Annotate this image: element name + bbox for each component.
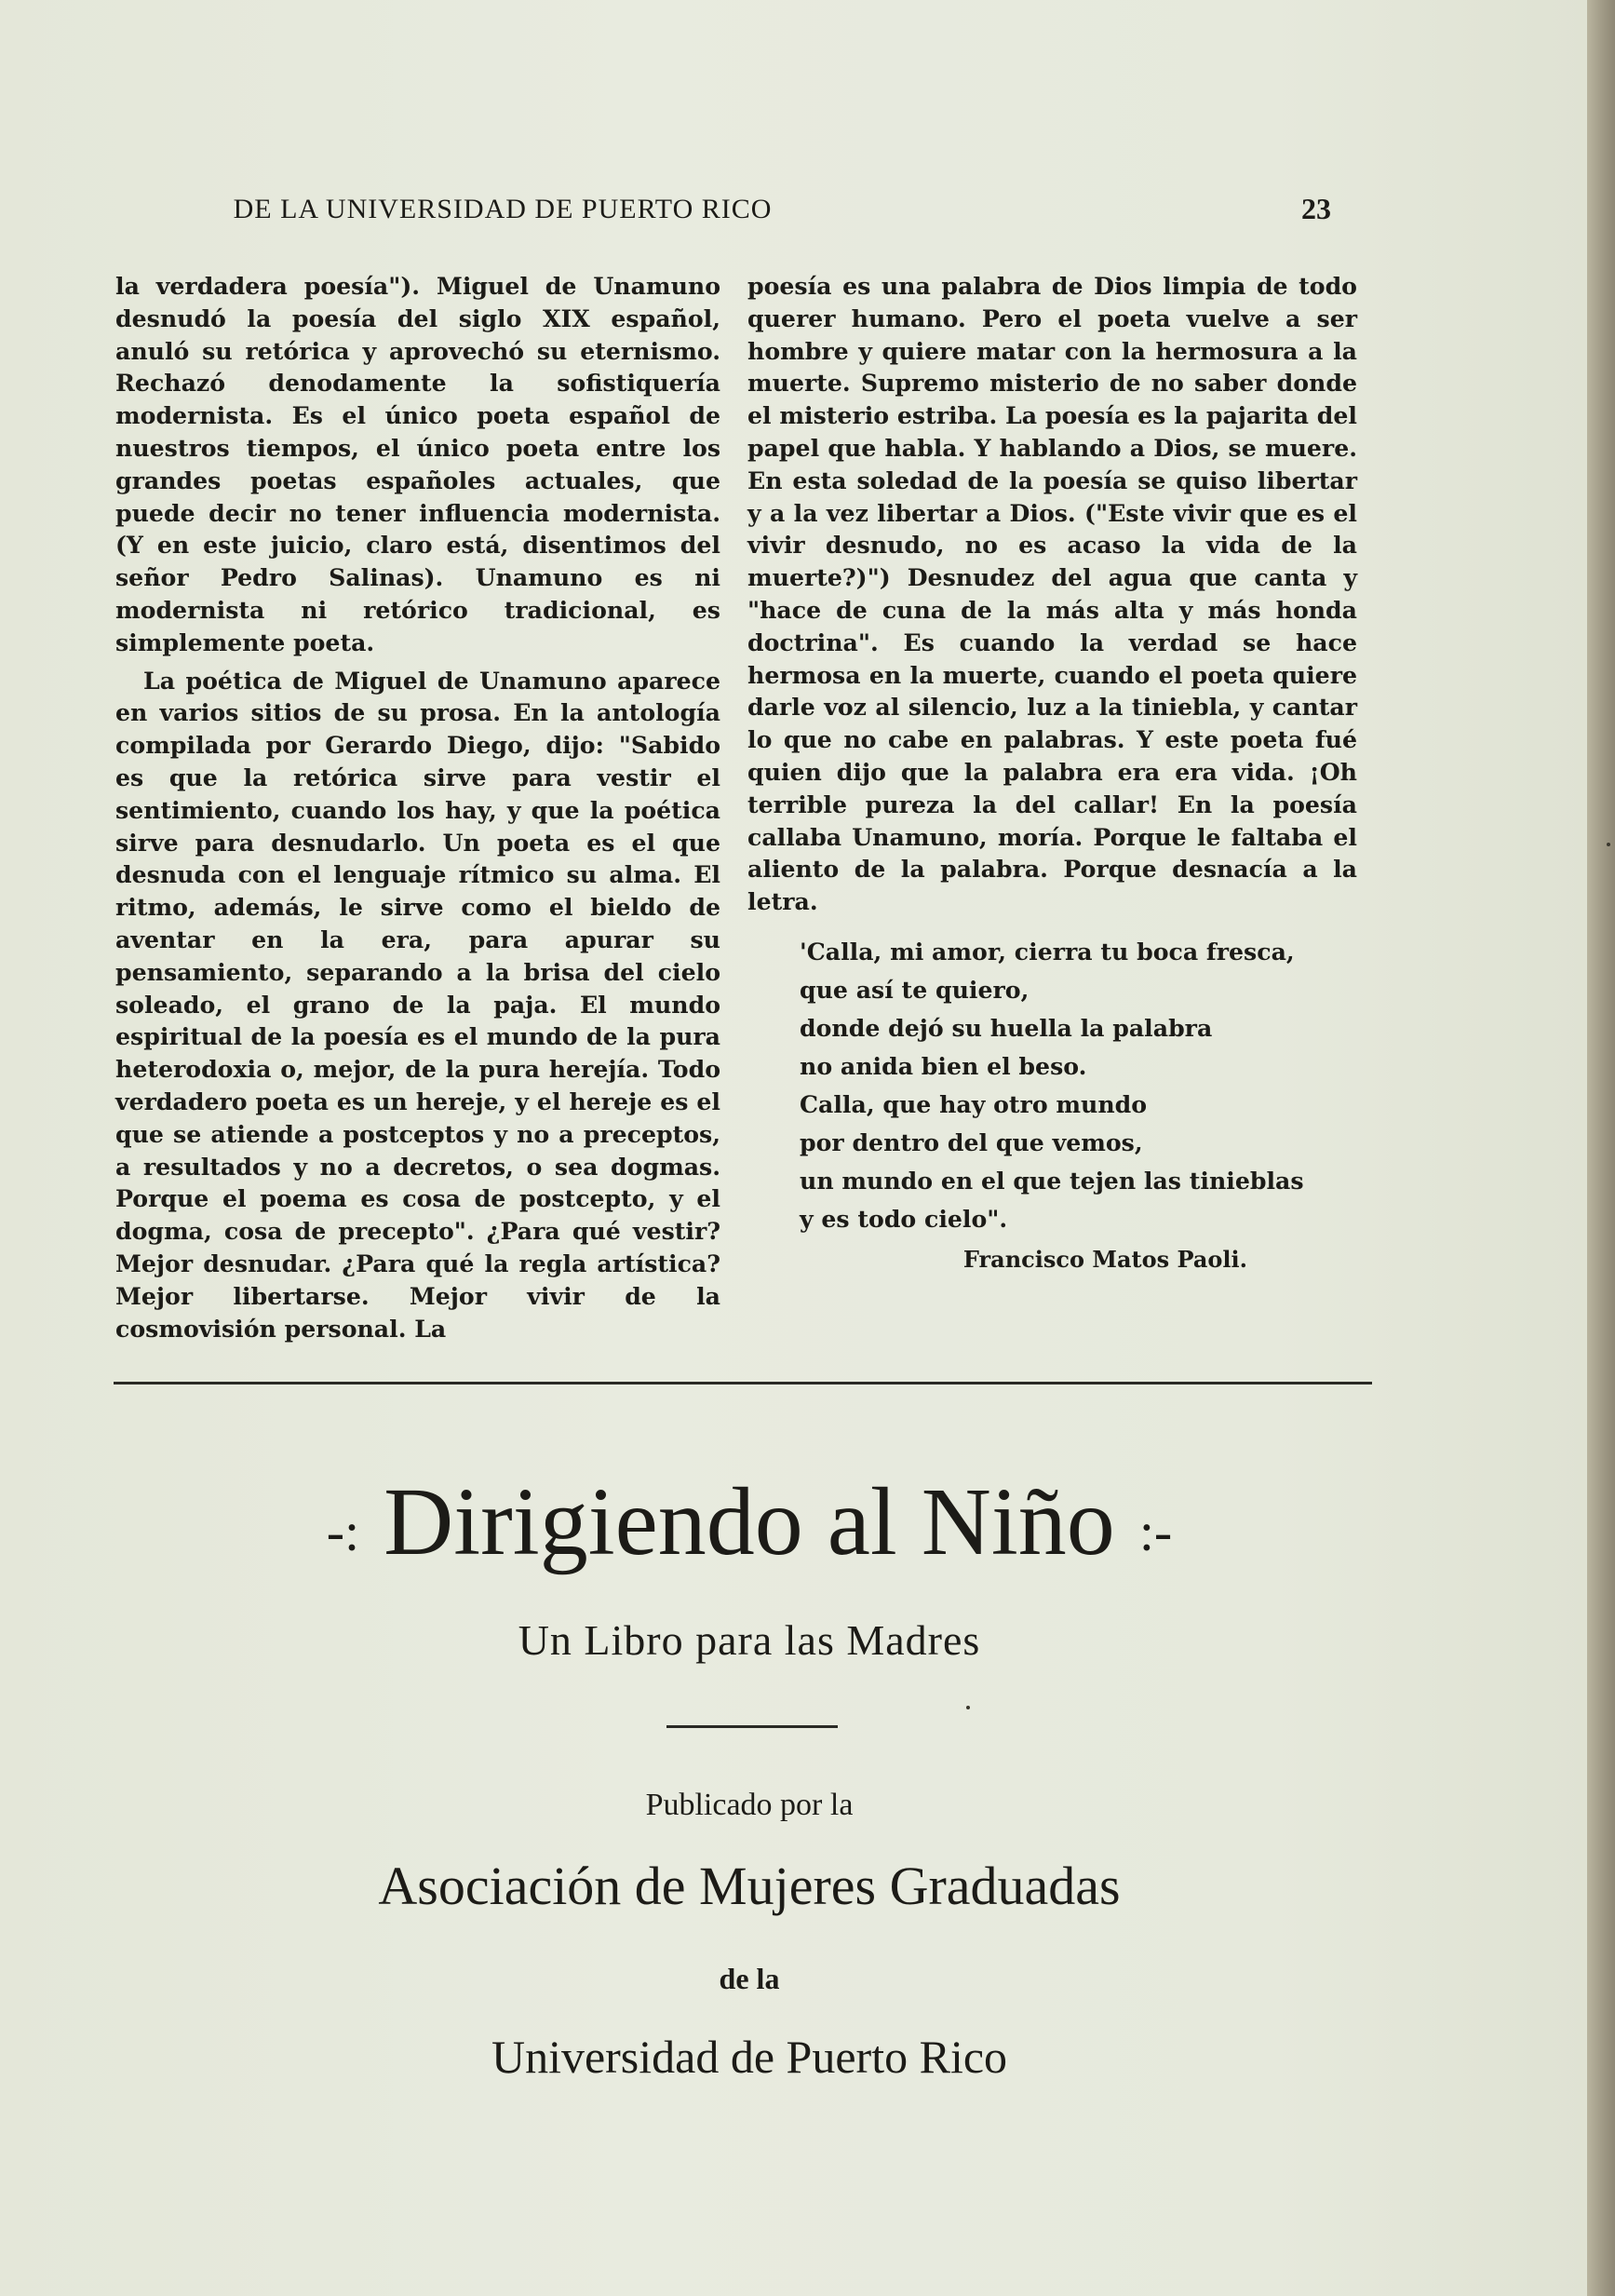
paragraph: la verdadera poesía"). Miguel de Unamuno desnudó la poesía del siglo XIX español, anuló su retórica y aprovechó su eternismo. Rechazó denodamente la sofistiquería modernista. Es el único poeta español de nuestros tiempos, el único poeta entre los grandes poetas españoles actuales, que puede decir no tener influencia modernista. (Y en este juicio, claro está, disentimos del señor Pedro Salinas). Unamuno es ni modernista ni retórico tradicional, es simplemente poeta.: [115, 272, 720, 656]
poem-line: y es todo cielo".: [800, 1204, 1008, 1233]
poem-line: un mundo en el que tejen las tinieblas: [800, 1166, 1304, 1195]
paragraph: La poética de Miguel de Unamuno aparece en varios sitios de su prosa. En la antología compilada por Gerardo Diego, dijo: "Sabido es que la retórica sirve para vestir el sentimiento, cuando los hay, y que la poética sirve para desnudarlo. Un poeta es el que desnuda con el lenguaje rítmico su alma. El ritmo, además, le sirve como el bieldo de aventar en la era, para apurar su pensamiento, separando a la brisa del cielo soleado, el grano de la paja. El mundo espiritual de la poesía es el mundo de la pura heterodoxia o, mejor, de la pura herejía. Todo verdadero poeta es un hereje, y el hereje es el que se atiende a postceptos y no a preceptos, a resultados y no a decretos, o sea dogmas. Porque el poema es cosa de postcepto, y el dogma, cosa de precepto". ¿Para qué vestir? Mejor desnudar. ¿Para qué la regla artística? Mejor libertarse. Mejor vivir de la cosmovisión personal. La: [115, 666, 720, 1343]
running-head: DE LA UNIVERSIDAD DE PUERTO RICO: [233, 194, 773, 224]
ornament-right: :-: [1138, 1501, 1173, 1562]
ad-title-text: Dirigiendo al Niño: [384, 1468, 1115, 1575]
print-speck: [966, 1706, 970, 1709]
article-right-column: [747, 270, 1357, 1276]
poem-line: no anida bien el beso.: [800, 1051, 1087, 1080]
poem-line: donde dejó su huella la palabra: [800, 1013, 1213, 1042]
page-edge: [1587, 0, 1615, 2296]
ad-organization: Asociación de Mujeres Graduadas: [378, 1856, 1121, 1916]
poem-line: Calla, que hay otro mundo: [800, 1089, 1148, 1118]
article-left-column: [115, 270, 720, 1344]
poem: [800, 933, 1357, 1238]
ad-divider: [666, 1725, 838, 1728]
author-signature: Francisco Matos Paoli.: [962, 1245, 1247, 1273]
poem-line: por dentro del que vemos,: [800, 1128, 1143, 1156]
ad-published-by: Publicado por la: [645, 1788, 854, 1822]
ad-university: Universidad de Puerto Rico: [491, 2031, 1008, 2083]
ad-connector: de la: [719, 1962, 780, 1995]
paragraph: poesía es una palabra de Dios limpia de todo querer humano. Pero el poeta vuelve a ser hombre y quiere matar con la hermosura a la muerte. Supremo misterio de no saber donde el misterio estriba. La poesía es la pajarita del papel que habla. Y hablando a Dios, se muere. En esta soledad de la poesía se quiso libertar y a la vez libertar a Dios. ("Este vivir que es el vivir desnudo, no es acaso la vida de la muerte?)") Desnudez del agua que canta y "hace de cuna de la más alta y más honda doctrina". Es cuando la verdad se hace hermosa en la muerte, cuando el poeta quiere darle voz al silencio, luz a la tiniebla, y cantar lo que no cabe en palabras. Y este poeta fué quien dijo que la palabra era era vida. ¡Oh terrible pureza la del callar! En la poesía callaba Unamuno, moría. Porque le faltaba el aliento de la palabra. Porque desnacía a la letra.: [747, 272, 1357, 916]
ad-title: [121, 1466, 1378, 1577]
ornament-left: -:: [326, 1501, 360, 1562]
print-speck: [1607, 843, 1610, 846]
poem-line: 'Calla, mi amor, cierra tu boca fresca,: [800, 937, 1295, 966]
poem-line: que así te quiero,: [800, 975, 1030, 1004]
ad-subtitle: Un Libro para las Madres: [518, 1616, 981, 1664]
page-number: 23: [1301, 192, 1331, 225]
section-divider: [114, 1382, 1372, 1384]
